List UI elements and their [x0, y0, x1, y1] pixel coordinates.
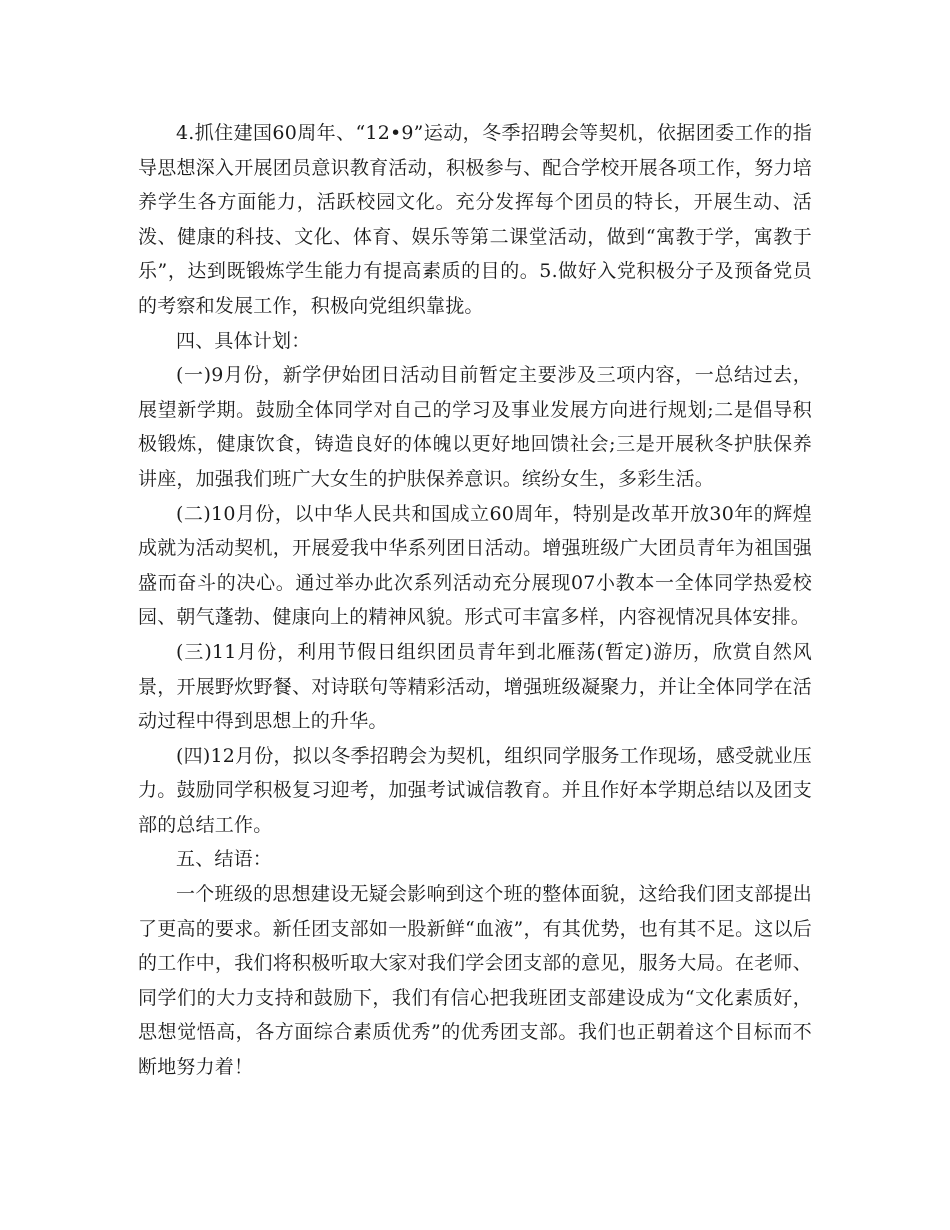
plan-october: (二)10月份，以中华人民共和国成立60周年，特别是改革开放30年的辉煌成就为活动契机，开展爱我中华系列团日活动。增强班级广大团员青年为祖国强盛而奋斗的决心。通过举办此次系列活动充分展现07小教本一全体同学热爱校园、朝气蓬勃、健康向上的精神风貌。形式可丰富多样，内容视情况具体安排。: [138, 502, 812, 629]
section-heading-conclusion: 五、结语：: [176, 848, 273, 871]
paragraph-item-4-and-5: 4.抓住建国60周年、“12•9”运动，冬季招聘会等契机，依据团委工作的指导思想深入开展团员意识教育活动，积极参与、配合学校开展各项工作，努力培养学生各方面能力，活跃校园文化。充分发挥每个团员的特长，开展生动、活泼、健康的科技、文化、体育、娱乐等第二课堂活动，做到“寓教于学，寓教于乐”，达到既锻炼学生能力有提高素质的目的。5.做好入党积极分子及预备党员的考察和发展工作，积极向党组织靠拢。: [138, 122, 812, 317]
conclusion-paragraph: 一个班级的思想建设无疑会影响到这个班的整体面貌，这给我们团支部提出了更高的要求。新任团支部如一股新鲜“血液”，有其优势，也有其不足。这以后的工作中，我们将积极听取大家对我们学会团支部的意见，服务大局。在老师、同学们的大力支持和鼓励下，我们有信心把我班团支部建设成为“文化素质好，思想觉悟高，各方面综合素质优秀”的优秀团支部。我们也正朝着这个目标而不断地努力着！: [138, 883, 812, 1079]
plan-november: (三)11月份，利用节假日组织团员青年到北雁荡(暂定)游历，欣赏自然风景，开展野炊野餐、对诗联句等精彩活动，增强班级凝聚力，并让全体同学在活动过程中得到思想上的升华。: [138, 640, 812, 733]
plan-december: (四)12月份，拟以冬季招聘会为契机，组织同学服务工作现场，感受就业压力。鼓励同学积极复习迎考，加强考试诚信教育。并且作好本学期总结以及团支部的总结工作。: [138, 744, 812, 836]
section-heading-plan: 四、具体计划：: [176, 329, 311, 352]
plan-september: (一)9月份，新学伊始团日活动目前暂定主要涉及三项内容，一总结过去，展望新学期。鼓励全体同学对自己的学习及事业发展方向进行规划;二是倡导积极锻炼，健康饮食，铸造良好的体魄以更好地回馈社会;三是开展秋冬护肤保养讲座，加强我们班广大女生的护肤保养意识。缤纷女生，多彩生活。: [138, 364, 812, 490]
